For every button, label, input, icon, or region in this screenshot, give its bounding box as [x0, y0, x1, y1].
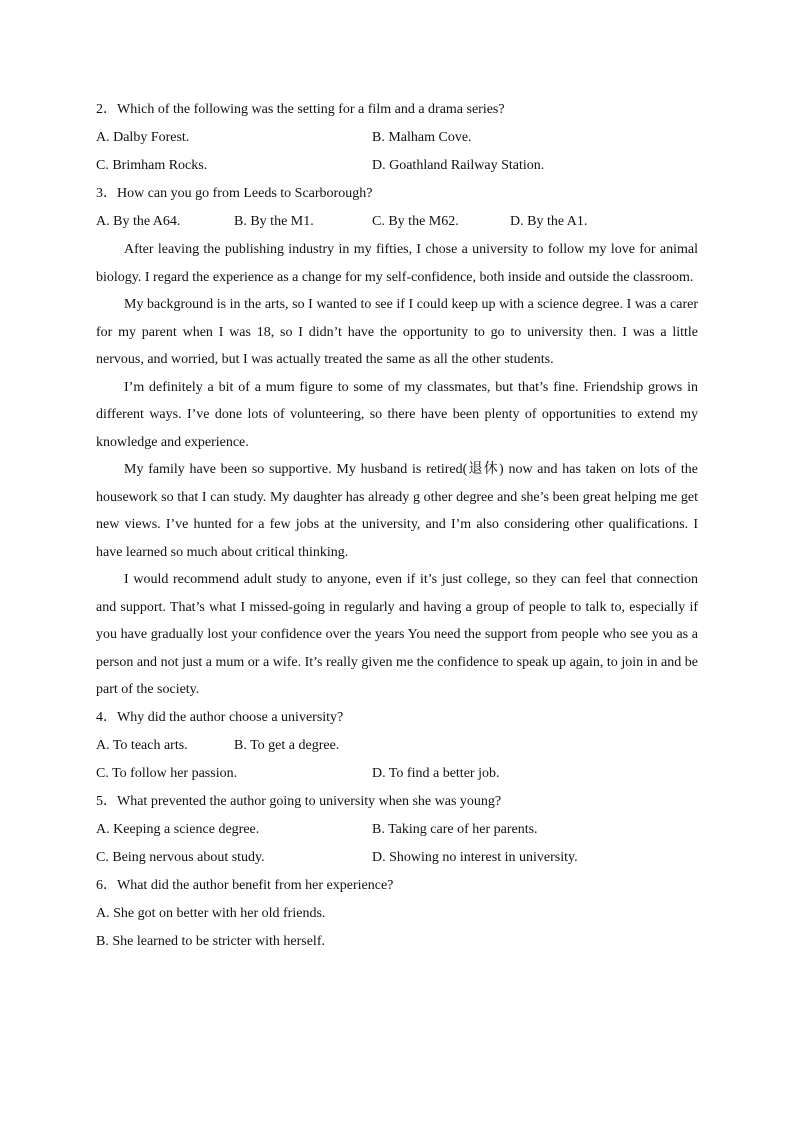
question-5	[96, 788, 698, 872]
question-3	[96, 180, 698, 236]
options-row	[96, 124, 698, 152]
option-c: C. To follow her passion.	[96, 765, 238, 781]
option-a: A. To teach arts.	[96, 737, 188, 753]
options-row	[96, 844, 698, 872]
passage-paragraph: My background is in the arts, so I wanted to see if I could keep up with a science degree. I was a carer for my parent when I was 18, so I didn’t have the opportunity to go to university then. I was a little nervous, and worried, but I was actually treated the same as all the other students.	[96, 297, 698, 367]
option-b: B. To get a degree.	[234, 737, 340, 753]
option-c: C. Being nervous about study.	[96, 849, 265, 865]
option-a: A. By the A64.	[96, 214, 181, 229]
option-d: D. Showing no interest in university.	[372, 849, 578, 865]
passage-paragraph: I’m definitely a bit of a mum figure to some of my classmates, but that’s fine. Friendship grows in different ways. I’ve done lots of volunteering, so there have been plenty of opportunities to extend my knowledge and experience.	[96, 379, 698, 450]
passage-paragraph: My family have been so supportive. My husband is retired(退休) now and has taken on lots of the housework so that I can study. My daughter has already g other degree and she’s been great helping me get new views. I’ve hunted for a few jobs at the university, and I’m also considering other qualifications. I have learned so much about critical thinking.	[96, 462, 698, 560]
option-b: B. By the M1.	[234, 214, 314, 229]
question-2	[96, 96, 698, 180]
option-d: D. By the A1.	[510, 214, 588, 229]
question-stem: 3．How can you go from Leeds to Scarborough?	[96, 186, 373, 201]
option-d: D. To find a better job.	[372, 765, 500, 781]
passage-paragraph: After leaving the publishing industry in my fifties, I chose a university to follow my love for animal biology. I regard the experience as a change for my self-confidence, both inside and outside the classroom.	[96, 242, 698, 285]
option-a: A. She got on better with her old friends.	[96, 905, 326, 921]
question-stem: 6．What did the author benefit from her experience?	[96, 877, 394, 893]
question-6	[96, 872, 698, 956]
question-stem: 5．What prevented the author going to university when she was young?	[96, 793, 502, 809]
options-row	[96, 152, 698, 180]
reading-passage	[96, 236, 698, 704]
option-c: C. Brimham Rocks.	[96, 158, 208, 173]
options-row	[96, 760, 698, 788]
options-row	[96, 208, 698, 236]
option-c: C. By the M62.	[372, 214, 459, 229]
option-a: A. Keeping a science degree.	[96, 821, 260, 837]
question-4	[96, 704, 698, 788]
option-d: D. Goathland Railway Station.	[372, 158, 545, 173]
exam-page	[96, 96, 698, 956]
option-a: A. Dalby Forest.	[96, 130, 190, 145]
question-stem: 2．Which of the following was the setting for a film and a drama series?	[96, 102, 505, 117]
options-row	[96, 816, 698, 844]
question-stem: 4．Why did the author choose a university?	[96, 709, 344, 725]
passage-paragraph: I would recommend adult study to anyone, even if it’s just college, so they can feel that connection and support. That’s what I missed-going in regularly and having a group of people to talk to, especially if you have gradually lost your confidence over the years You need the support from people who see you as a person and not just a mum or a wife. It’s really given me the confidence to speak up again, to join in and be part of the society.	[96, 572, 698, 697]
options-row	[96, 732, 698, 760]
option-b: B. Malham Cove.	[372, 130, 472, 145]
option-b: B. She learned to be stricter with herself.	[96, 933, 325, 949]
option-b: B. Taking care of her parents.	[372, 821, 538, 837]
